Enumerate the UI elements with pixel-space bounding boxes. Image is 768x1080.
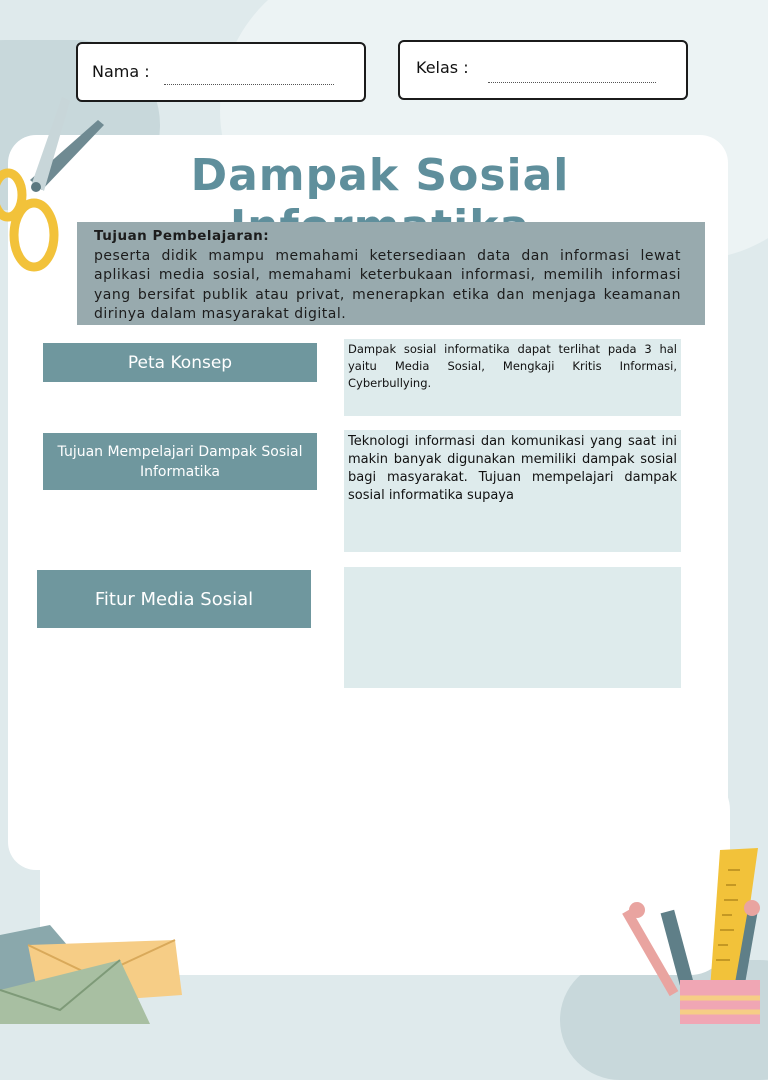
page-title: Dampak Sosial xyxy=(190,150,570,201)
section-content-text: Dampak sosial informatika dapat terlihat pada 3 hal yaitu Media Sosial, Mengkaji Kritis Informasi, Cyberbullying. xyxy=(348,342,677,390)
section-label-text: Fitur Media Sosial xyxy=(94,588,254,610)
class-label: Kelas : xyxy=(416,58,469,77)
section-content-tujuan[interactable] xyxy=(344,430,681,552)
class-input-line[interactable] xyxy=(488,82,656,83)
section-label-text: Tujuan Mempelajari Dampak Sosial Informatika xyxy=(57,443,303,480)
section-content-text: Teknologi informasi dan komunikasi yang saat ini makin banyak digunakan memiliki dampak sosial bagi masyarakat. Tujuan mempelajari dampak sosial informatika supaya xyxy=(348,434,677,503)
name-label: Nama : xyxy=(92,62,150,81)
section-label-peta-konsep xyxy=(43,343,317,382)
learning-goal-box xyxy=(77,222,705,325)
scissors-icon xyxy=(0,95,110,275)
section-content-peta-konsep[interactable] xyxy=(344,339,681,416)
section-label-text: Peta Konsep xyxy=(127,352,233,373)
learning-goal-text: peserta didik mampu memahami ketersediaan data dan informasi lewat aplikasi media sosial, memahami keterbukaan informasi, memilih informasi yang bersifat publik atau privat, menerapkan etika dan menjaga keamanan dirinya dalam masyarakat digital. xyxy=(94,247,681,322)
pencil-icon xyxy=(620,840,768,1024)
learning-goal-heading: Tujuan Pembelajaran: xyxy=(94,228,270,244)
name-input-line[interactable] xyxy=(164,84,334,85)
class-field[interactable] xyxy=(398,40,688,100)
section-label-fitur-media-sosial xyxy=(37,570,311,628)
section-label-tujuan xyxy=(43,433,317,490)
section-content-fitur-media-sosial[interactable] xyxy=(344,567,681,688)
name-field[interactable] xyxy=(76,42,366,102)
envelope-icon xyxy=(0,915,200,1024)
